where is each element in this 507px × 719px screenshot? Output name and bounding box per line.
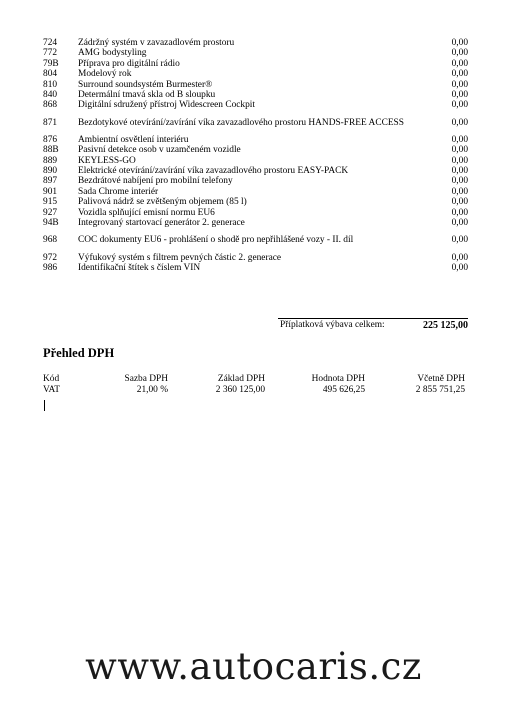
- equipment-description: COC dokumenty EU6 - prohlášení o shodě pro nepřihlášené vozy - II. díl: [78, 235, 354, 246]
- equipment-code: 968: [43, 235, 58, 246]
- equipment-price: 0,00: [451, 186, 468, 197]
- equipment-price: 0,00: [451, 100, 468, 111]
- equipment-description: Surround soundsystém Burmester®: [78, 79, 213, 90]
- equipment-description: AMG bodystyling: [78, 48, 147, 59]
- equipment-code: 876: [43, 134, 58, 145]
- equipment-price: 0,00: [451, 197, 468, 208]
- equipment-description: Bezdotykové otevírání/zavírání víka zavazadlového prostoru HANDS-FREE ACCESS: [78, 117, 404, 128]
- equipment-row: [43, 69, 468, 79]
- equipment-description: Výfukový systém s filtrem pevných částic 2. generace: [78, 252, 282, 263]
- vat-code: VAT: [43, 385, 61, 395]
- equipment-description: Modelový rok: [78, 69, 132, 80]
- equipment-price: 0,00: [451, 262, 468, 273]
- equipment-price: 0,00: [451, 90, 468, 101]
- equipment-code: 88B: [43, 145, 59, 156]
- equipment-description: Zádržný systém v zavazadlovém prostoru: [78, 38, 235, 48]
- equipment-row: [43, 176, 468, 186]
- equipment-code: 79B: [43, 58, 59, 69]
- equipment-price: 0,00: [451, 166, 468, 177]
- equipment-row: [43, 135, 468, 145]
- equipment-row: [43, 197, 468, 207]
- equipment-code: 772: [43, 48, 58, 59]
- text-cursor[interactable]: [44, 400, 45, 411]
- equipment-price: 0,00: [451, 176, 468, 187]
- equipment-code: 927: [43, 207, 58, 218]
- equipment-price: 0,00: [451, 207, 468, 218]
- total-value: 225 125,00: [423, 320, 468, 331]
- equipment-code: 889: [43, 155, 58, 166]
- equipment-table: [43, 38, 468, 273]
- equipment-code: 840: [43, 90, 58, 101]
- equipment-code: 94B: [43, 218, 59, 229]
- vat-header-total: Včetně DPH: [417, 374, 465, 384]
- equipment-row: [43, 218, 468, 228]
- watermark: www.autocaris.cz: [85, 645, 422, 688]
- equipment-description: KEYLESS-GO: [78, 155, 136, 166]
- vat-rate: 21,00 %: [136, 385, 168, 395]
- equipment-description: Bezdrátové nabíjení pro mobilní telefony: [78, 176, 233, 187]
- vat-row: [43, 385, 468, 396]
- equipment-description: Příprava pro digitální rádio: [78, 58, 180, 69]
- equipment-code: 804: [43, 69, 58, 80]
- equipment-row: [43, 263, 468, 273]
- vat-section-title: Přehled DPH: [43, 346, 115, 360]
- equipment-description: Elektrické otevírání/zavírání víka zavazadlového prostoru EASY-PACK: [78, 166, 349, 177]
- equipment-code: 897: [43, 176, 58, 187]
- equipment-description: Digitální sdružený přístroj Widescreen Cockpit: [78, 100, 256, 111]
- equipment-price: 0,00: [451, 58, 468, 69]
- equipment-row: [43, 145, 468, 155]
- equipment-row: [43, 208, 468, 218]
- equipment-row: [43, 59, 468, 69]
- equipment-row: [43, 111, 468, 135]
- vat-header-row: [43, 374, 468, 385]
- equipment-code: 871: [43, 117, 58, 128]
- vat-header-amount: Hodnota DPH: [311, 374, 365, 384]
- vat-header-rate: Sazba DPH: [124, 374, 168, 384]
- equipment-code: 915: [43, 197, 58, 208]
- equipment-description: Sada Chrome interiér: [78, 186, 159, 197]
- equipment-description: Vozidla splňující emisní normu EU6: [78, 207, 215, 218]
- equipment-description: Identifikační štítek s číslem VIN: [78, 262, 201, 273]
- equipment-code: 890: [43, 166, 58, 177]
- equipment-row: [43, 38, 468, 48]
- equipment-description: Ambientní osvětlení interiéru: [78, 134, 189, 145]
- equipment-code: 868: [43, 100, 58, 111]
- equipment-price: 0,00: [451, 252, 468, 263]
- equipment-description: Integrovaný startovací generátor 2. generace: [78, 218, 245, 229]
- equipment-price: 0,00: [451, 235, 468, 246]
- total-label: Příplatková výbava celkem:: [280, 320, 385, 330]
- equipment-description: Pasivní detekce osob v uzamčeném vozidle: [78, 145, 241, 156]
- equipment-price: 0,00: [451, 145, 468, 156]
- total-divider: [278, 318, 468, 319]
- equipment-price: 0,00: [451, 218, 468, 229]
- equipment-row: [43, 253, 468, 263]
- equipment-description: Determální tmavá skla od B sloupku: [78, 90, 216, 101]
- equipment-row: [43, 48, 468, 58]
- equipment-price: 0,00: [451, 79, 468, 90]
- equipment-row: [43, 166, 468, 176]
- vat-base: 2 360 125,00: [215, 385, 265, 395]
- equipment-row: [43, 90, 468, 100]
- equipment-price: 0,00: [451, 155, 468, 166]
- vat-total: 2 855 751,25: [415, 385, 465, 395]
- vat-header-base: Základ DPH: [217, 374, 265, 384]
- equipment-row: [43, 187, 468, 197]
- equipment-price: 0,00: [451, 38, 468, 48]
- equipment-code: 724: [43, 38, 58, 48]
- equipment-row: [43, 100, 468, 110]
- equipment-price: 0,00: [451, 134, 468, 145]
- equipment-row: [43, 229, 468, 253]
- equipment-code: 901: [43, 186, 58, 197]
- equipment-code: 810: [43, 79, 58, 90]
- equipment-description: Palivová nádrž se zvětšeným objemem (85 l): [78, 197, 247, 208]
- vat-table: [43, 374, 468, 396]
- equipment-price: 0,00: [451, 69, 468, 80]
- equipment-price: 0,00: [451, 48, 468, 59]
- equipment-code: 972: [43, 252, 58, 263]
- vat-header-code: Kód: [43, 374, 60, 384]
- equipment-code: 986: [43, 262, 58, 273]
- equipment-row: [43, 156, 468, 166]
- equipment-price: 0,00: [451, 117, 468, 128]
- vat-amount: 495 626,25: [322, 385, 365, 395]
- equipment-row: [43, 80, 468, 90]
